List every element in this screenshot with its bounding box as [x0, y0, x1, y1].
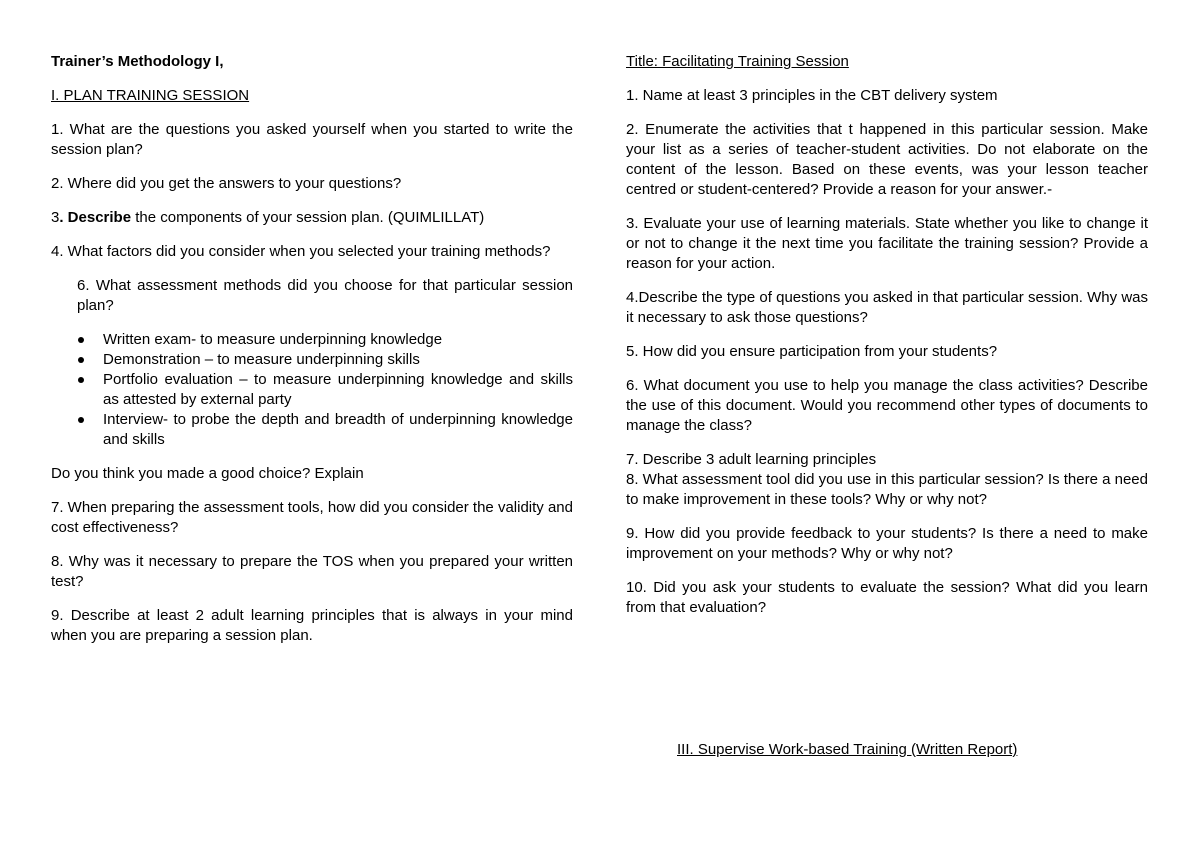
section-heading-plan-training: I. PLAN TRAINING SESSION — [51, 87, 250, 104]
left-question-3 — [51, 208, 573, 228]
facilitating-title: Title: Facilitating Training Session — [626, 53, 849, 70]
section-heading-supervise-training: III. Supervise Work-based Training (Written Report) — [677, 741, 1018, 758]
left-column — [51, 52, 573, 660]
document-title: Trainer’s Methodology I, — [51, 53, 224, 70]
right-question-2: 2. Enumerate the activities that t happened in this particular session. Make your list as a series of teacher-student activities. Do not elaborate on the content of the lesson. Based on these events, was your lesson teacher centred or student-centered? Provide a reason for your answer.- — [626, 121, 1148, 198]
left-question-7: 7. When preparing the assessment tools, how did you consider the validity and cost effectiveness? — [51, 499, 573, 536]
right-question-6: 6. What document you use to help you manage the class activities? Describe the use of this document. Would you recommend other types of documents to manage the class? — [626, 377, 1148, 434]
right-question-4: 4.Describe the type of questions you asked in that particular session. Why was it necessary to ask those questions? — [626, 289, 1148, 326]
right-column — [626, 52, 1148, 632]
list-item: Demonstration – to measure underpinning skills — [103, 350, 573, 370]
right-question-9: 9. How did you provide feedback to your students? Is there a need to make improvement on your methods? Why or why not? — [626, 525, 1148, 562]
left-question-3-bold: . Describe — [59, 209, 132, 226]
list-item: Portfolio evaluation – to measure underpinning knowledge and skills as attested by external party — [103, 371, 573, 408]
right-question-7: 7. Describe 3 adult learning principles — [626, 451, 877, 468]
left-question-1: 1. What are the questions you asked yourself when you started to write the session plan? — [51, 121, 573, 158]
list-item: Interview- to probe the depth and breadth of underpinning knowledge and skills — [103, 411, 573, 448]
right-question-5: 5. How did you ensure participation from your students? — [626, 343, 998, 360]
left-question-8: 8. Why was it necessary to prepare the TOS when you prepared your written test? — [51, 553, 573, 590]
left-question-3-rest: the components of your session plan. (QUIMLILLAT) — [131, 209, 485, 226]
left-question-3-number: 3 — [51, 209, 60, 226]
left-question-9: 9. Describe at least 2 adult learning principles that is always in your mind when you are preparing a session plan. — [51, 607, 573, 644]
right-question-8: 8. What assessment tool did you use in this particular session? Is there a need to make improvement in these tools? Why or why not? — [626, 471, 1148, 508]
assessment-methods-list — [51, 330, 573, 450]
list-item: Written exam- to measure underpinning knowledge — [103, 330, 573, 350]
left-question-4: 4. What factors did you consider when you selected your training methods? — [51, 243, 551, 260]
right-question-1: 1. Name at least 3 principles in the CBT delivery system — [626, 87, 998, 104]
right-question-10: 10. Did you ask your students to evaluate the session? What did you learn from that evaluation? — [626, 579, 1148, 616]
right-question-3: 3. Evaluate your use of learning materials. State whether you like to change it or not to change it the next time you facilitate the training session? Provide a reason for your action. — [626, 215, 1148, 272]
good-choice-question: Do you think you made a good choice? Explain — [51, 465, 364, 482]
left-question-6: 6. What assessment methods did you choose for that particular session plan? — [77, 277, 573, 314]
left-question-2: 2. Where did you get the answers to your questions? — [51, 175, 402, 192]
